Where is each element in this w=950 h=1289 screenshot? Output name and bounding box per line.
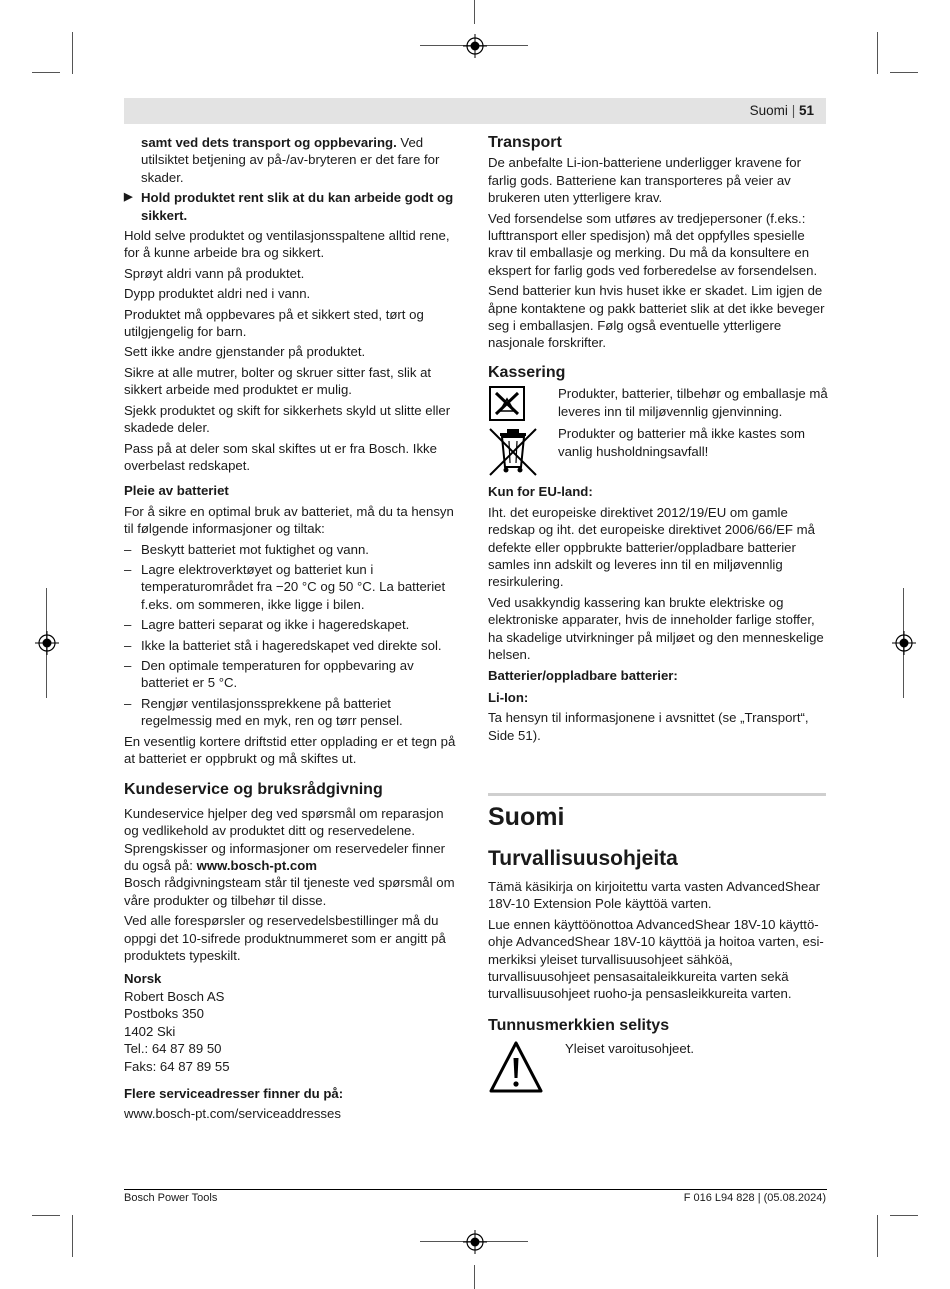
country-heading: Norsk <box>124 971 162 987</box>
bosch-link[interactable]: www.bosch-pt.com <box>196 858 317 874</box>
footer-doc-id: F 016 L94 828 | (05.08.2024) <box>683 1192 826 1204</box>
address-line: Postboks 350 <box>124 1006 204 1022</box>
list-item <box>124 616 460 633</box>
paragraph: Sprøyt aldri vann på produktet. <box>124 265 305 281</box>
list-item <box>124 657 460 692</box>
registration-mark-icon <box>35 631 59 655</box>
battery-care-heading: Pleie av batteriet <box>124 483 229 499</box>
battery-care-intro: For å sikre en optimal bruk av batteriet, må du ta hensyn til følgende informasjoner og tiltak: <box>124 503 454 537</box>
service-paragraph: Kundeservice hjelper deg ved spørsmål om reparasjon og vedlikehold av produktet ditt og reservedelene. <box>124 805 444 839</box>
header-section: Suomi <box>749 103 788 118</box>
list-item-text: Ikke la batteriet stå i hageredskapet ved direkte sol. <box>141 637 442 653</box>
paragraph: Dypp produktet aldri ned i vann. <box>124 286 311 302</box>
registration-mark-icon <box>892 631 916 655</box>
section-rule <box>488 793 826 796</box>
transport-heading: Transport <box>488 134 562 151</box>
left-column <box>124 134 460 1126</box>
service-paragraph: Bosch rådgivningsteam står til tjeneste ved spørsmål om våre produkter og tilbehør til disse. <box>124 875 455 908</box>
batteries-heading: Batterier/oppladbare batterier: <box>488 668 678 684</box>
dash-bullet-icon: – <box>124 657 132 673</box>
symbol-description: Produkter og batterier må ikke kastes som vanlig husholdningsavfall! <box>558 426 806 459</box>
language-heading: Suomi <box>488 802 565 831</box>
dash-bullet-icon: – <box>124 561 132 577</box>
bullet-text: Hold produktet rent slik at du kan arbeide godt og sikkert. <box>141 190 454 223</box>
liion-heading: Li-Ion: <box>488 689 529 705</box>
symbol-description: Produkter, batterier, tilbehør og emballasje må leveres inn til miljøvennlig gjenvinning. <box>558 386 828 419</box>
list-item-text: Beskytt batteriet mot fuktighet og vann. <box>141 541 369 557</box>
safety-paragraph: Tämä käsikirja on kirjoitettu varta vasten AdvancedShear 18V-10 Extension Pole käyttöä varten. <box>488 878 821 912</box>
recycling-symbol-row <box>488 385 828 423</box>
list-item-text: Den optimale temperaturen for oppbevaring av batteriet er 5 °C. <box>141 657 414 691</box>
disposal-heading: Kassering <box>488 363 566 381</box>
footer-rule <box>124 1189 827 1190</box>
service-heading: Kundeservice og bruksrådgivning <box>124 781 383 799</box>
crop-mark <box>890 1215 918 1216</box>
service-text: Sprengskisser og informasjoner om reservedeler finner du også på: <box>124 840 446 874</box>
list-item <box>124 695 460 730</box>
list-item-text: Lagre batteri separat og ikke i hageredskapet. <box>141 617 410 633</box>
address-line: Robert Bosch AS <box>124 988 225 1004</box>
intro-bold: samt ved dets transport og oppbevaring. <box>141 135 397 150</box>
registration-mark-icon <box>463 34 487 58</box>
list-item-text: Lagre elektroverktøyet og batteriet kun i temperaturområdet fra −20 °C og 50 °C. La batteriet f.eks. om sommeren, ikke ligge i bilen. <box>141 561 446 612</box>
eu-paragraph: Iht. det europeiske direktivet 2012/19/EU om gamle redskap og iht. det europeiske direktivet 2006/66/EF må defekte eller oppbrukte batterier/oppladbare batterier samles inn adskilt og leveres inn til en miljøvennlig resirkulering. <box>488 504 815 590</box>
paragraph: Sett ikke andre gjenstander på produktet. <box>124 344 366 360</box>
crop-mark <box>890 72 918 73</box>
page-number: 51 <box>798 103 814 118</box>
service-paragraph <box>124 840 460 875</box>
arrow-bullet-icon: ▶ <box>124 191 133 204</box>
symbol-description: Yleiset varoitusohjeet. <box>565 1041 695 1057</box>
warning-triangle-icon <box>488 1040 544 1094</box>
paragraph: Sikre at alle mutrer, bolter og skruer sitter fast, slik at sikkert arbeide med produktet er mulig. <box>124 364 432 398</box>
dash-bullet-icon: – <box>124 617 132 633</box>
crop-mark <box>474 0 475 24</box>
intro-rest: Ved utilsiktet betjening av på-/av-bryteren er det fare for skader. <box>141 135 440 185</box>
safety-paragraph: Lue ennen käyttöönottoa AdvancedShear 18V-10 käyttö-ohje AdvancedShear 18V-10 käyttöä ja hoitoa varten, esi-merkiksi yleiset turvallisuusohjeet sähköä, turvallisuusohjeet pensasaitaleikkureita varten sekä turvallisuusohjeet ruoho-ja pensasleikkureita varten. <box>488 916 824 1002</box>
crop-mark <box>877 1215 878 1257</box>
header-separator: | <box>791 103 796 118</box>
paragraph: Sjekk produktet og skift for sikkerhets skyld ut slitte eller skadede deler. <box>124 402 451 436</box>
transport-paragraph: Ved forsendelse som utføres av tredjepersoner (f.eks.: lufttransport eller spedisjon) må det oppfylles spesielle krav til emballasje og merking. Du må da konsultere en ekspert for farlig gods ved forberedelse av forsendelsen. <box>488 210 818 278</box>
liion-paragraph: Ta hensyn til informasjonene i avsnittet (se „Transport“, Side 51). <box>488 710 809 743</box>
dash-bullet-icon: – <box>124 541 132 557</box>
service-addresses-link[interactable]: www.bosch-pt.com/serviceaddresses <box>124 1106 341 1122</box>
list-item <box>124 541 460 558</box>
list-item-text: Rengjør ventilasjonssprekkene på batteriet regelmessig med en myk, ren og tørr pensel. <box>141 695 403 729</box>
crop-mark <box>32 1215 60 1216</box>
right-column <box>488 134 828 1098</box>
crop-mark <box>72 1215 73 1257</box>
service-paragraph: Ved alle forespørsler og reservedelsbestillinger må du oppgi det 10-sifrede produktnummeret som er angitt på produktets typeskilt. <box>124 913 446 964</box>
transport-paragraph: Send batterier kun hvis huset ikke er skadet. Lim igjen de åpne kontaktene og pakk batteriet slik at det ikke beveger seg i emballasjen. Følg også eventuelle ytterligere nasjonale forskrifter. <box>488 283 825 351</box>
symbols-heading: Tunnusmerkkien selitys <box>488 1016 670 1034</box>
running-header <box>750 103 814 118</box>
address-line: Tel.: 64 87 89 50 <box>124 1041 222 1057</box>
recycling-icon <box>488 385 528 423</box>
footer-brand: Bosch Power Tools <box>124 1192 218 1204</box>
crop-mark <box>32 72 60 73</box>
battery-note: En vesentlig kortere driftstid etter opplading er et tegn på at batteriet er oppbrukt og må skiftes ut. <box>124 733 456 766</box>
header-bar <box>124 98 826 124</box>
weee-symbol-row <box>488 425 828 477</box>
paragraph: Hold selve produktet og ventilasjonsspaltene alltid rene, for å kunne arbeide bra og sikkert. <box>124 228 450 261</box>
eu-heading: Kun for EU-land: <box>488 484 593 500</box>
address-line: 1402 Ski <box>124 1023 176 1039</box>
crop-mark <box>72 32 73 74</box>
dash-bullet-icon: – <box>124 695 132 711</box>
bullet-paragraph <box>124 189 460 224</box>
crop-mark <box>474 1265 475 1289</box>
transport-paragraph: De anbefalte Li-ion-batteriene underligger kravene for farlig gods. Batteriene kan transporteres på veier av brukeren uten ytterligere krav. <box>488 155 802 206</box>
crossed-bin-icon <box>488 425 538 477</box>
intro-paragraph <box>124 134 460 186</box>
safety-heading: Turvallisuusohjeita <box>488 846 678 870</box>
list-item <box>124 561 460 613</box>
crop-mark <box>877 32 878 74</box>
paragraph: Pass på at deler som skal skiftes ut er fra Bosch. Ikke overbelast redskapet. <box>124 440 437 473</box>
warning-symbol-row <box>488 1040 828 1096</box>
address-line: Faks: 64 87 89 55 <box>124 1058 230 1074</box>
list-item <box>124 637 460 654</box>
dash-bullet-icon: – <box>124 637 132 653</box>
registration-mark-icon <box>463 1230 487 1254</box>
eu-paragraph: Ved usakkyndig kassering kan brukte elektriske og elektroniske apparater, hvis de inneholder farlige stoffer, ha skadelige utvirkninger på miljøet og den menneskelige helsen. <box>488 594 824 662</box>
paragraph: Produktet må oppbevares på et sikkert sted, tørt og utilgjengelig for barn. <box>124 306 424 340</box>
more-addresses-heading: Flere serviceadresser finner du på: <box>124 1085 344 1101</box>
